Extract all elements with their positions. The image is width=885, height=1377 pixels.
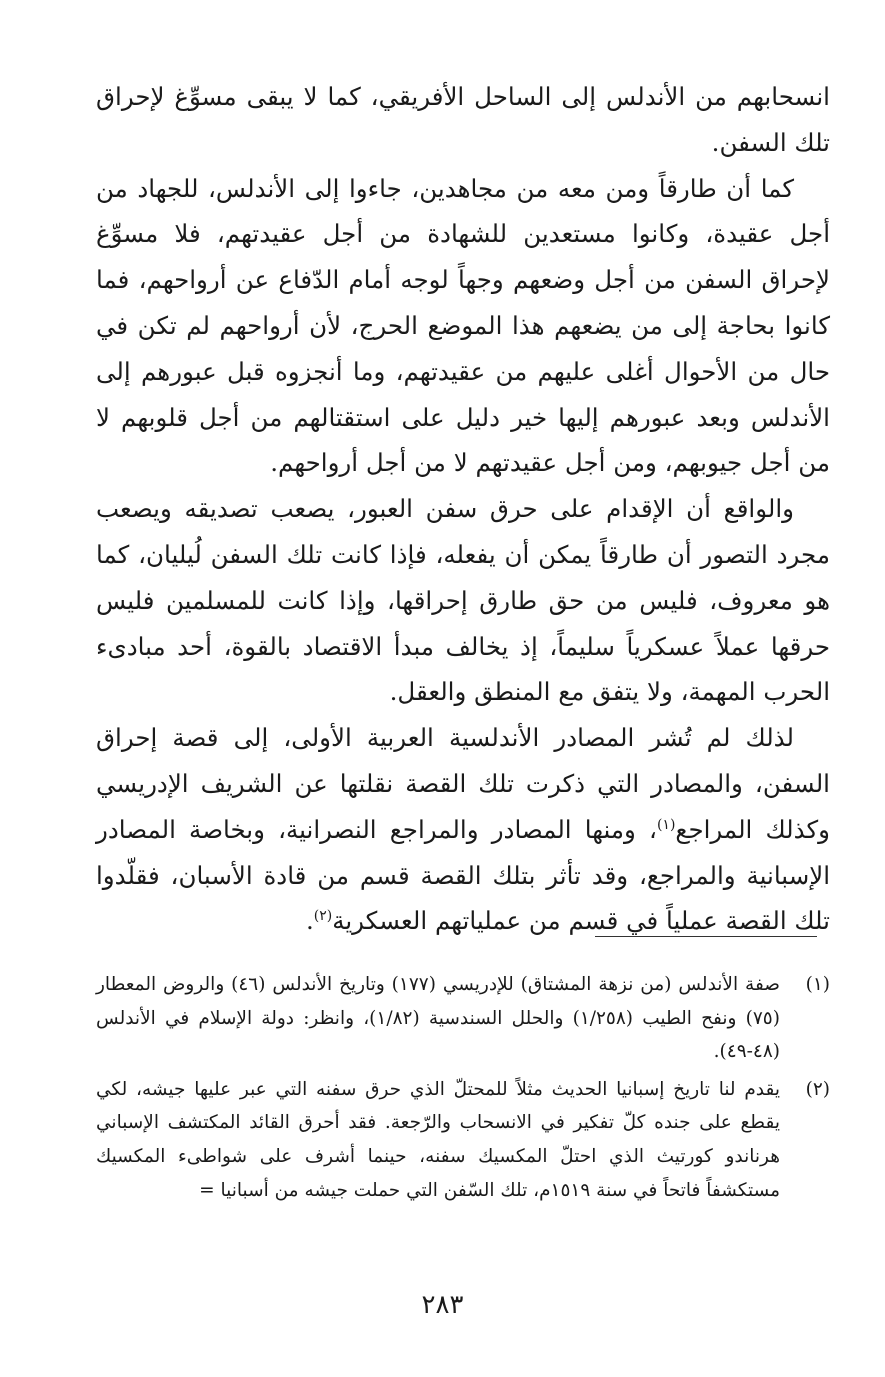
separator-line	[595, 936, 817, 937]
paragraph-3: والواقع أن الإقدام على حرق سفن العبور، يصعب تصديقه ويصعب مجرد التصور أن طارقاً يمكن أن يفعله، فإذا كانت تلك السفن لُيليان، كما هو معروف، فليس من حق طارق إحراقها، وإذا كانت للمسلمين فليس حرقها عملاً عسكرياً سليماً، إذ يخالف مبدأ الاقتصاد بالقوة، أحد مبادىء الحرب المهمة، ولا يتفق مع المنطق والعقل.	[96, 494, 830, 707]
paragraph-4	[96, 715, 830, 944]
footnote-text: يقدم لنا تاريخ إسبانيا الحديث مثلاً للمحتلّ الذي حرق سفنه التي عبر عليها جيشه، لكي يقطع على جنده كلّ تفكير في الانسحاب والرّجعة. فقد أحرق القائد المكتشف الإسباني هرناندو كورتيث الذي احتلّ المكسيك سفنه، حينما أشرف على شواطىء المكسيك مستكشفاً فاتحاً في سنة ١٥١٩م، تلك السّفن التي حملت جيشه من أسبانيا =	[96, 1078, 780, 1201]
paragraph-4-part-c: .	[305, 906, 314, 936]
main-text	[96, 74, 830, 944]
footnote-number: (١)	[805, 974, 830, 995]
paragraph-2: كما أن طارقاً ومن معه من مجاهدين، جاءوا إلى الأندلس، للجهاد من أجل عقيدة، وكانوا مستعدين للشهادة من أجل عقيدتهم، فلا مسوِّغ لإحراق السفن من أجل وضعهم وجهاً لوجه أمام الدّفاع عن أرواحهم، فما كانوا بحاجة إلى من يضعهم هذا الموضع الحرج، لأن أرواحهم لم تكن في حال من الأحوال أغلى عليهم من عقيدتهم، وما أنجزوه قبل عبورهم إلى الأندلس وبعد عبورهم إليها خير دليل على استقتالهم من أجل قلوبهم لا من أجل جيوبهم، ومن أجل عقيدتهم لا من أجل أرواحهم.	[96, 173, 830, 478]
footnote-1	[96, 968, 830, 1069]
footnote-ref-2[interactable]: (٢)	[313, 908, 333, 925]
footnote-number: (٢)	[805, 1078, 830, 1100]
footnote-ref-1[interactable]: (١)	[656, 816, 676, 833]
footnote-text: صفة الأندلس (من نزهة المشتاق) للإدريسي (١٧٧) وتاريخ الأندلس (٤٦) والروض المعطار (٧٥) ونفح الطيب (١/٢٥٨) والحلل السندسية (١/٨٢)، وانظر: دولة الإسلام في الأندلس (٤٨-٤٩).	[96, 974, 781, 1063]
footnote-2	[96, 1073, 830, 1207]
page-number: ٢٨٣	[421, 1290, 464, 1320]
paragraph-4-part-a: لذلك لم تُشر المصادر الأندلسية العربية الأولى، إلى قصة إحراق السفن، والمصادر التي ذكرت تلك القصة نقلتها عن الشريف الإدريسي وكذلك المراجع	[96, 723, 831, 844]
footnotes	[96, 968, 830, 1211]
paragraph-1: انسحابهم من الأندلس إلى الساحل الأفريقي، كما لا يبقى مسوِّغ لإحراق تلك السفن.	[96, 82, 830, 157]
paragraph-4-part-b: ، ومنها المصادر والمراجع النصرانية، وبخاصة المصادر الإسبانية والمراجع، وقد تأثر بتلك القصة قسم من قادة الأسبان، فقلّدوا تلك القصة عملياً في قسم من عملياتهم العسكرية	[96, 814, 830, 936]
